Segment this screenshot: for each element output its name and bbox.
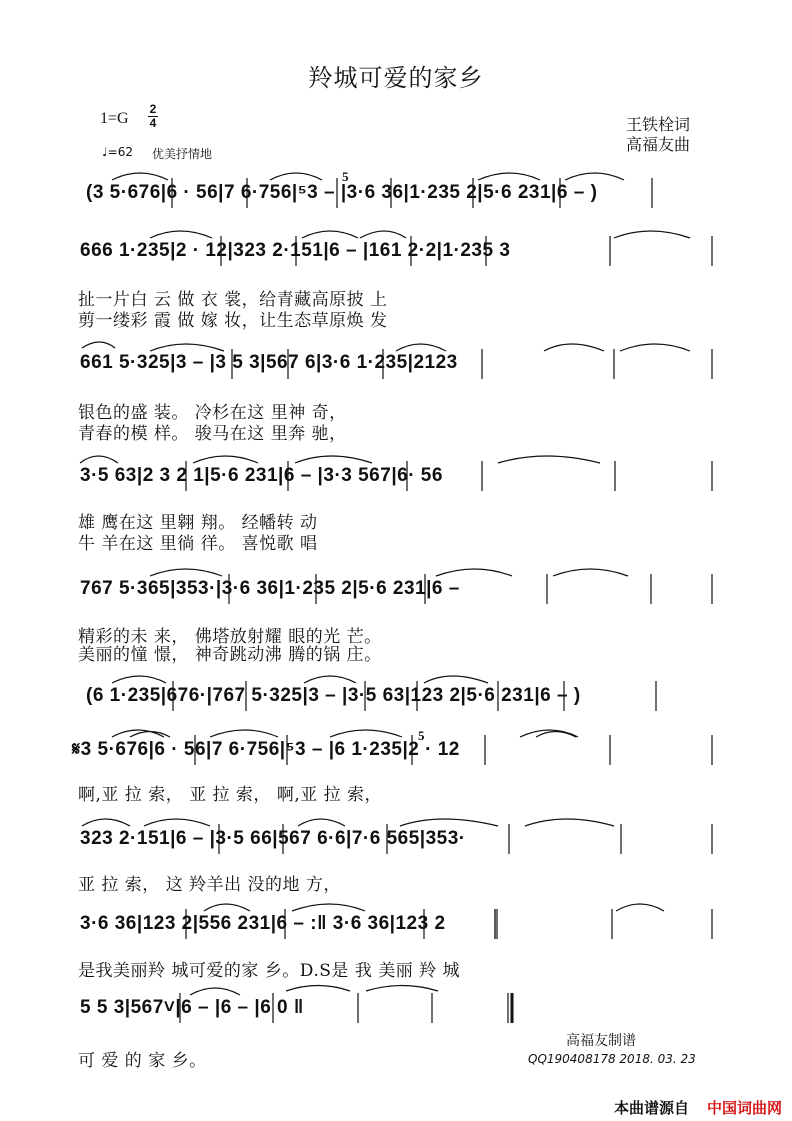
source-footer (614, 1097, 782, 1118)
lyric-row-9: 啊,亚 拉 索， 亚 拉 索， 啊,亚 拉 索， (78, 785, 383, 805)
mood-marking: 优美抒情地 (152, 147, 213, 161)
lyric-row-8: 美丽的憧 憬， 神奇跳动沸 腾的锅 庄。 (78, 645, 382, 665)
lyric-row-2: 剪一缕彩 霞 做 嫁 妆，让生态草原焕 发 (78, 311, 388, 331)
lyric-row-7: 精彩的未 来， 佛塔放射耀 眼的光 芒。 (78, 627, 382, 647)
lyric-row-11: 是我美丽羚 城可爱的家 乡。D.S是 我 美丽 羚 城 (78, 961, 460, 981)
music-row-7: 𝄋3 5·676|6 · 56|7 6·756|⁵3 – |6 1·235|2 · 12 (72, 739, 460, 760)
music-row-6: (6 1·235|676·|767 5·325|3 – |3·5 63|123 2|5·6 231|6 – ) (86, 685, 581, 706)
lyric-row-6: 牛 羊在这 里徜 徉。 喜悦歌 唱 (78, 534, 318, 554)
lyric-row-4: 青春的模 样。 骏马在这 里奔 驰， (78, 424, 347, 444)
lyric-row-5: 雄 鹰在这 里翱 翔。 经幡转 动 (78, 513, 318, 533)
lyricist: 王铁栓词 (626, 115, 691, 134)
page-title: 羚城可爱的家乡 (308, 64, 484, 92)
music-row-8: 323 2·151|6 – |3·5 66|567 6·6|7·6 565|353· (80, 828, 466, 849)
lyric-row-3: 银色的盛 装。 冷杉在这 里神 奇， (78, 403, 347, 423)
music-row-2: 666 1·235|2 · 12|323 2·151|6 – |161 2·2|1·235 3 (80, 240, 511, 261)
footer-source-label: 本曲谱源自 (613, 1099, 689, 1117)
lyric-row-10: 亚 拉 索， 这 羚羊出 没的地 方， (78, 875, 341, 895)
key-signature: 1=G (100, 110, 129, 127)
music-row-3: 661 5·325|3 – |3 5 3|567 6|3·6 1·235|2123 (80, 352, 458, 373)
lyric-row-12: 可 爱 的 家 乡。 (78, 1051, 207, 1071)
time-signature-top: 2 (149, 102, 157, 116)
score-maker: 高福友制谱 (566, 1033, 636, 1049)
time-signature-bottom: 4 (149, 116, 157, 130)
qq-date: QQ190408178 2018. 03. 23 (528, 1052, 696, 1066)
footer-site-link[interactable]: 中国词曲网 (706, 1099, 782, 1117)
grace-note-5: 5 (342, 169, 349, 184)
music-row-4: 3·5 63|2 3 2 1|5·6 231|6 – |3·3 567|6· 56 (80, 465, 443, 486)
music-row-10: 5 5 3|567˅|6 – |6 – |6 0 ‖ (80, 997, 304, 1018)
lyric-row-1: 扯一片白 云 做 衣 裳，给青藏高原披 上 (78, 290, 388, 310)
tempo-marking: ♩=62 (102, 145, 133, 159)
composer: 高福友曲 (626, 135, 691, 154)
music-row-9: 3·6 36|123 2|556 231|6 – :‖ 3·6 36|123 2 (80, 913, 446, 934)
music-row-5: 767 5·365|353·|3·6 36|1·235 2|5·6 231|6 – (80, 578, 460, 599)
grace-note-5: 5 (418, 728, 425, 743)
music-row-1: (3 5·676|6 · 56|7 6·756|⁵3 – |3·6 36|1·235 2|5·6 231|6 – ) (86, 182, 598, 203)
